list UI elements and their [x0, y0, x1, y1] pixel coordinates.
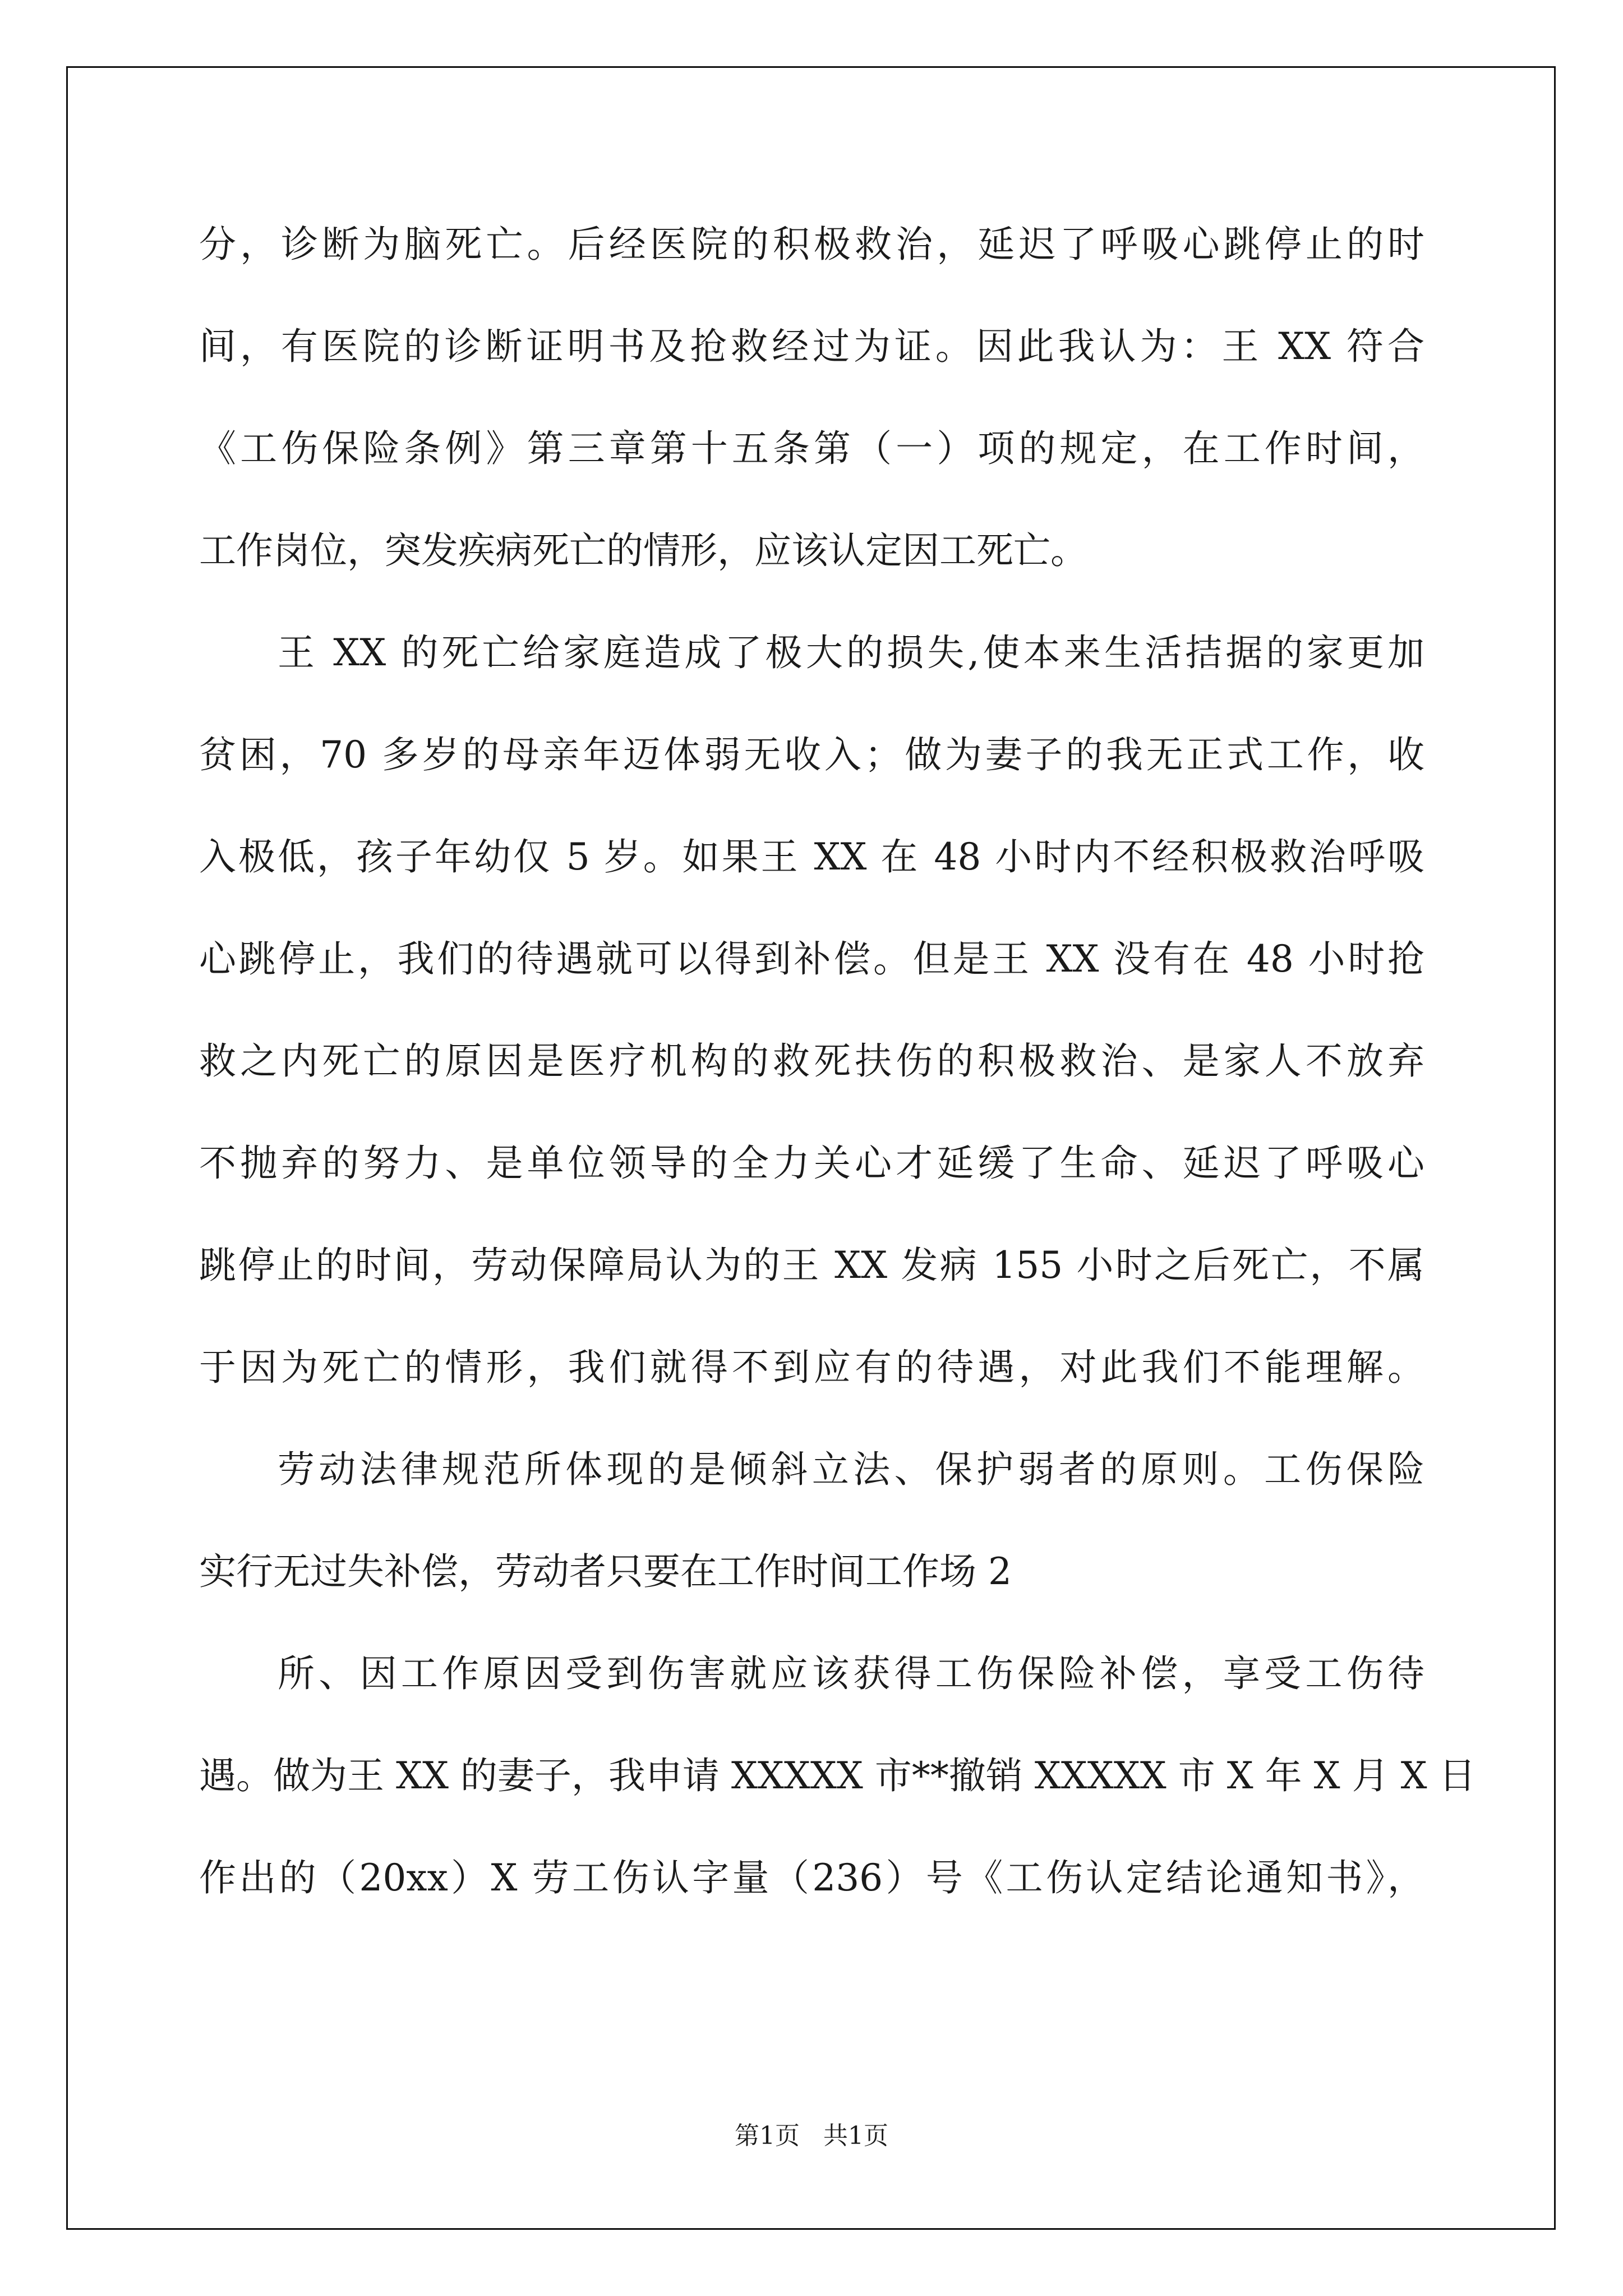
text-line: 跳停止的时间，劳动保障局认为的王 XX 发病 155 小时之后死亡，不属 [199, 1244, 1424, 1287]
text-line: 劳动法律规范所体现的是倾斜立法、保护弱者的原则。工伤保险 [278, 1448, 1424, 1491]
text-line: 分，诊断为脑死亡。后经医院的积极救治，延迟了呼吸心跳停止的时 [199, 223, 1424, 266]
text-line: 贫困，70 多岁的母亲年迈体弱无收入；做为妻子的我无正式工作，收 [199, 733, 1424, 776]
text-line: 遇。做为王 XX 的妻子，我申请 XXXXX 市**撤销 XXXXX 市 X 年 X 月 X 日 [199, 1754, 1476, 1797]
text-line: 《工伤保险条例》第三章第十五条第（一）项的规定，在工作时间， [199, 427, 1424, 470]
text-line: 工作岗位，突发疾病死亡的情形，应该认定因工死亡。 [199, 529, 1087, 572]
text-line: 救之内死亡的原因是医疗机构的救死扶伤的积极救治、是家人不放弃 [199, 1039, 1424, 1083]
text-line: 实行无过失补偿，劳动者只要在工作时间工作场 2 [199, 1550, 1012, 1593]
text-line: 间，有医院的诊断证明书及抢救经过为证。因此我认为：王 XX 符合 [199, 325, 1424, 368]
page-number-footer: 第1页 共1页 [735, 2122, 888, 2150]
text-line: 王 XX 的死亡给家庭造成了极大的损失,使本来生活拮据的家更加 [278, 631, 1424, 674]
text-line: 入极低，孩子年幼仅 5 岁。如果王 XX 在 48 小时内不经积极救治呼吸 [199, 835, 1424, 878]
text-line: 不抛弃的努力、是单位领导的全力关心才延缓了生命、延迟了呼吸心 [199, 1142, 1424, 1185]
text-line: 于因为死亡的情形，我们就得不到应有的待遇，对此我们不能理解。 [199, 1346, 1424, 1389]
text-line: 作出的（20xx）X 劳工伤认字量（236）号《工伤认定结论通知书》， [199, 1856, 1424, 1899]
document-body [199, 219, 1476, 1955]
text-line: 心跳停止，我们的待遇就可以得到补偿。但是王 XX 没有在 48 小时抢 [199, 937, 1424, 981]
text-line: 所、因工作原因受到伤害就应该获得工伤保险补偿，享受工伤待 [278, 1652, 1424, 1695]
